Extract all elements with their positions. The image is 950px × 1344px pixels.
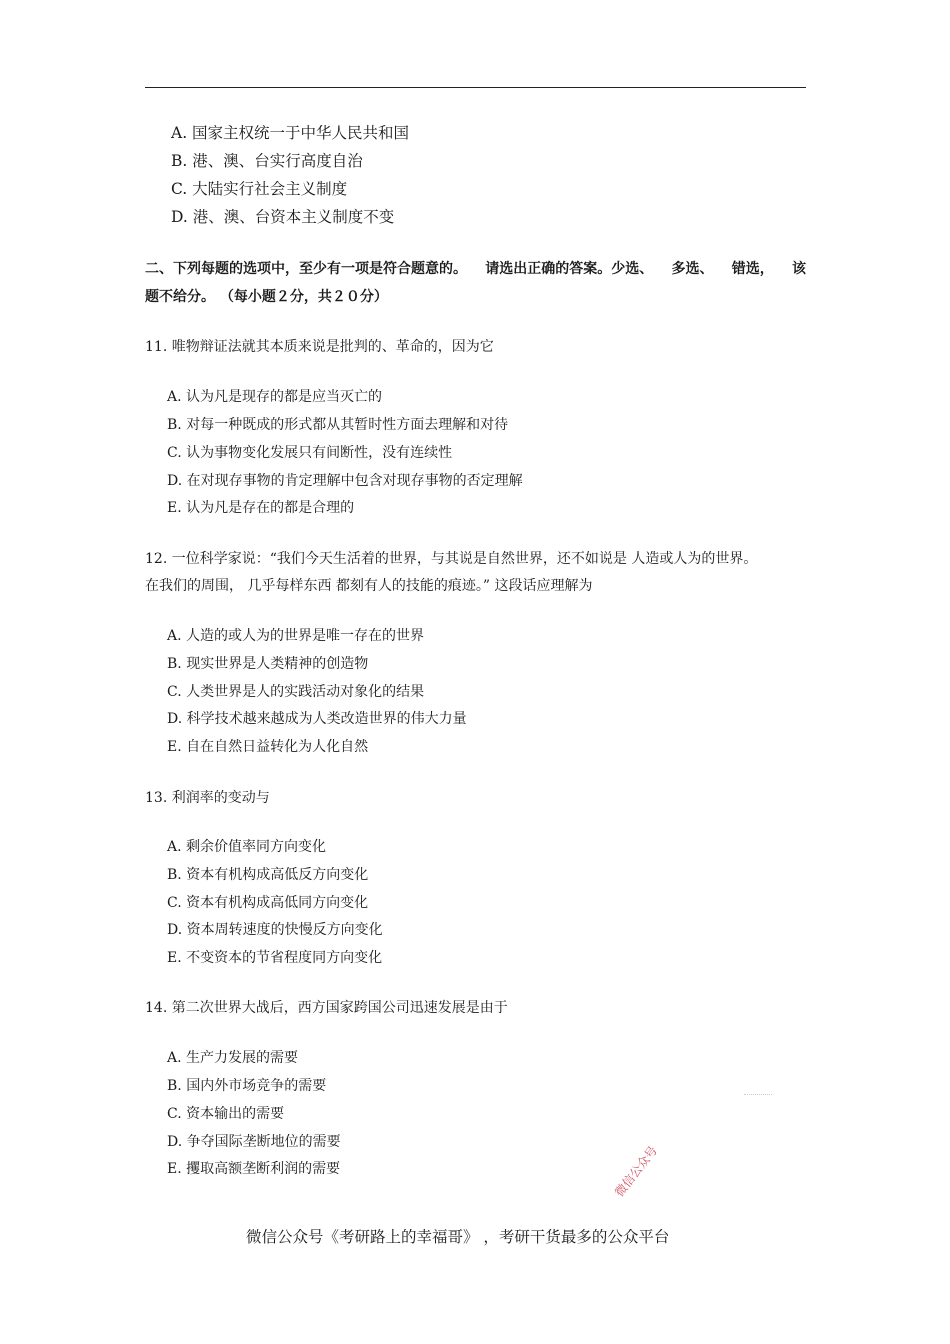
section-heading-part: 错选， (731, 261, 774, 277)
q11-option-b: B. 对每一种既成的形式都从其暂时性方面去理解和对待 (167, 417, 509, 433)
option-d: D. 港、澳、台资本主义制度不变 (171, 208, 395, 226)
watermark-stamp: 微信公众号 (612, 1143, 661, 1200)
q12-option-a: A. 人造的或人为的世界是唯一存在的世界 (167, 628, 425, 644)
question-12-stem: 12. 一位科学家说：“我们今天生活着的世界，与其说是自然世界，还不如说是 人造或人为的世界。 (145, 551, 758, 567)
q11-option-e: E. 认为凡是存在的都是合理的 (167, 500, 355, 516)
option-b: B. 港、澳、台实行高度自治 (171, 152, 363, 170)
q13-option-e: E. 不变资本的节省程度同方向变化 (167, 950, 383, 966)
q13-option-c: C. 资本有机构成高低同方向变化 (167, 895, 369, 911)
section-heading-part: 二、下列每题的选项中，至少有一项是符合题意的。 (145, 261, 467, 277)
q13-option-d: D. 资本周转速度的快慢反方向变化 (167, 922, 383, 938)
q11-option-c: C. 认为事物变化发展只有间断性，没有连续性 (167, 445, 453, 461)
q12-option-c: C. 人类世界是人的实践活动对象化的结果 (167, 684, 425, 700)
q14-option-e: E. 攫取高额垄断利润的需要 (167, 1161, 341, 1177)
question-12-stem-cont: 在我们的周围， 几乎每样东西 都刻有人的技能的痕迹。” 这段话应理解为 (145, 578, 593, 594)
section-heading-part: 请选出正确的答案。少选、 (485, 261, 654, 277)
q14-option-d: D. 争夺国际垄断地位的需要 (167, 1134, 341, 1150)
q14-option-b: B. 国内外市场竞争的需要 (167, 1078, 327, 1094)
q14-option-a: A. 生产力发展的需要 (167, 1050, 299, 1066)
question-13-stem: 13. 利润率的变动与 (145, 790, 270, 806)
faint-dots (744, 1094, 772, 1097)
q12-option-e: E. 自在自然日益转化为人化自然 (167, 739, 369, 755)
option-c: C. 大陆实行社会主义制度 (171, 180, 348, 198)
q13-option-a: A. 剩余价值率同方向变化 (167, 839, 327, 855)
question-14-stem: 14. 第二次世界大战后，西方国家跨国公司迅速发展是由于 (145, 1000, 508, 1016)
q13-option-b: B. 资本有机构成高低反方向变化 (167, 867, 369, 883)
q11-option-a: A. 认为凡是现存的都是应当灭亡的 (167, 389, 383, 405)
header-rule (145, 87, 806, 88)
q12-option-b: B. 现实世界是人类精神的创造物 (167, 656, 369, 672)
section-heading-line2: 题不给分。 （每小题２分，共２０分） (145, 289, 388, 305)
section-heading-part: 该 (792, 261, 806, 277)
option-a: A. 国家主权统一于中华人民共和国 (171, 124, 410, 142)
section-heading-part: 多选、 (671, 261, 714, 277)
question-11-stem: 11. 唯物辩证法就其本质来说是批判的、革命的，因为它 (145, 339, 494, 355)
q14-option-c: C. 资本输出的需要 (167, 1106, 285, 1122)
q12-option-d: D. 科学技术越来越成为人类改造世界的伟大力量 (167, 711, 467, 727)
footer-text: 微信公众号《考研路上的幸福哥》 ，考研干货最多的公众平台 (246, 1228, 670, 1246)
q11-option-d: D. 在对现存事物的肯定理解中包含对现存事物的否定理解 (167, 473, 523, 489)
section-heading-line1 (145, 258, 806, 278)
